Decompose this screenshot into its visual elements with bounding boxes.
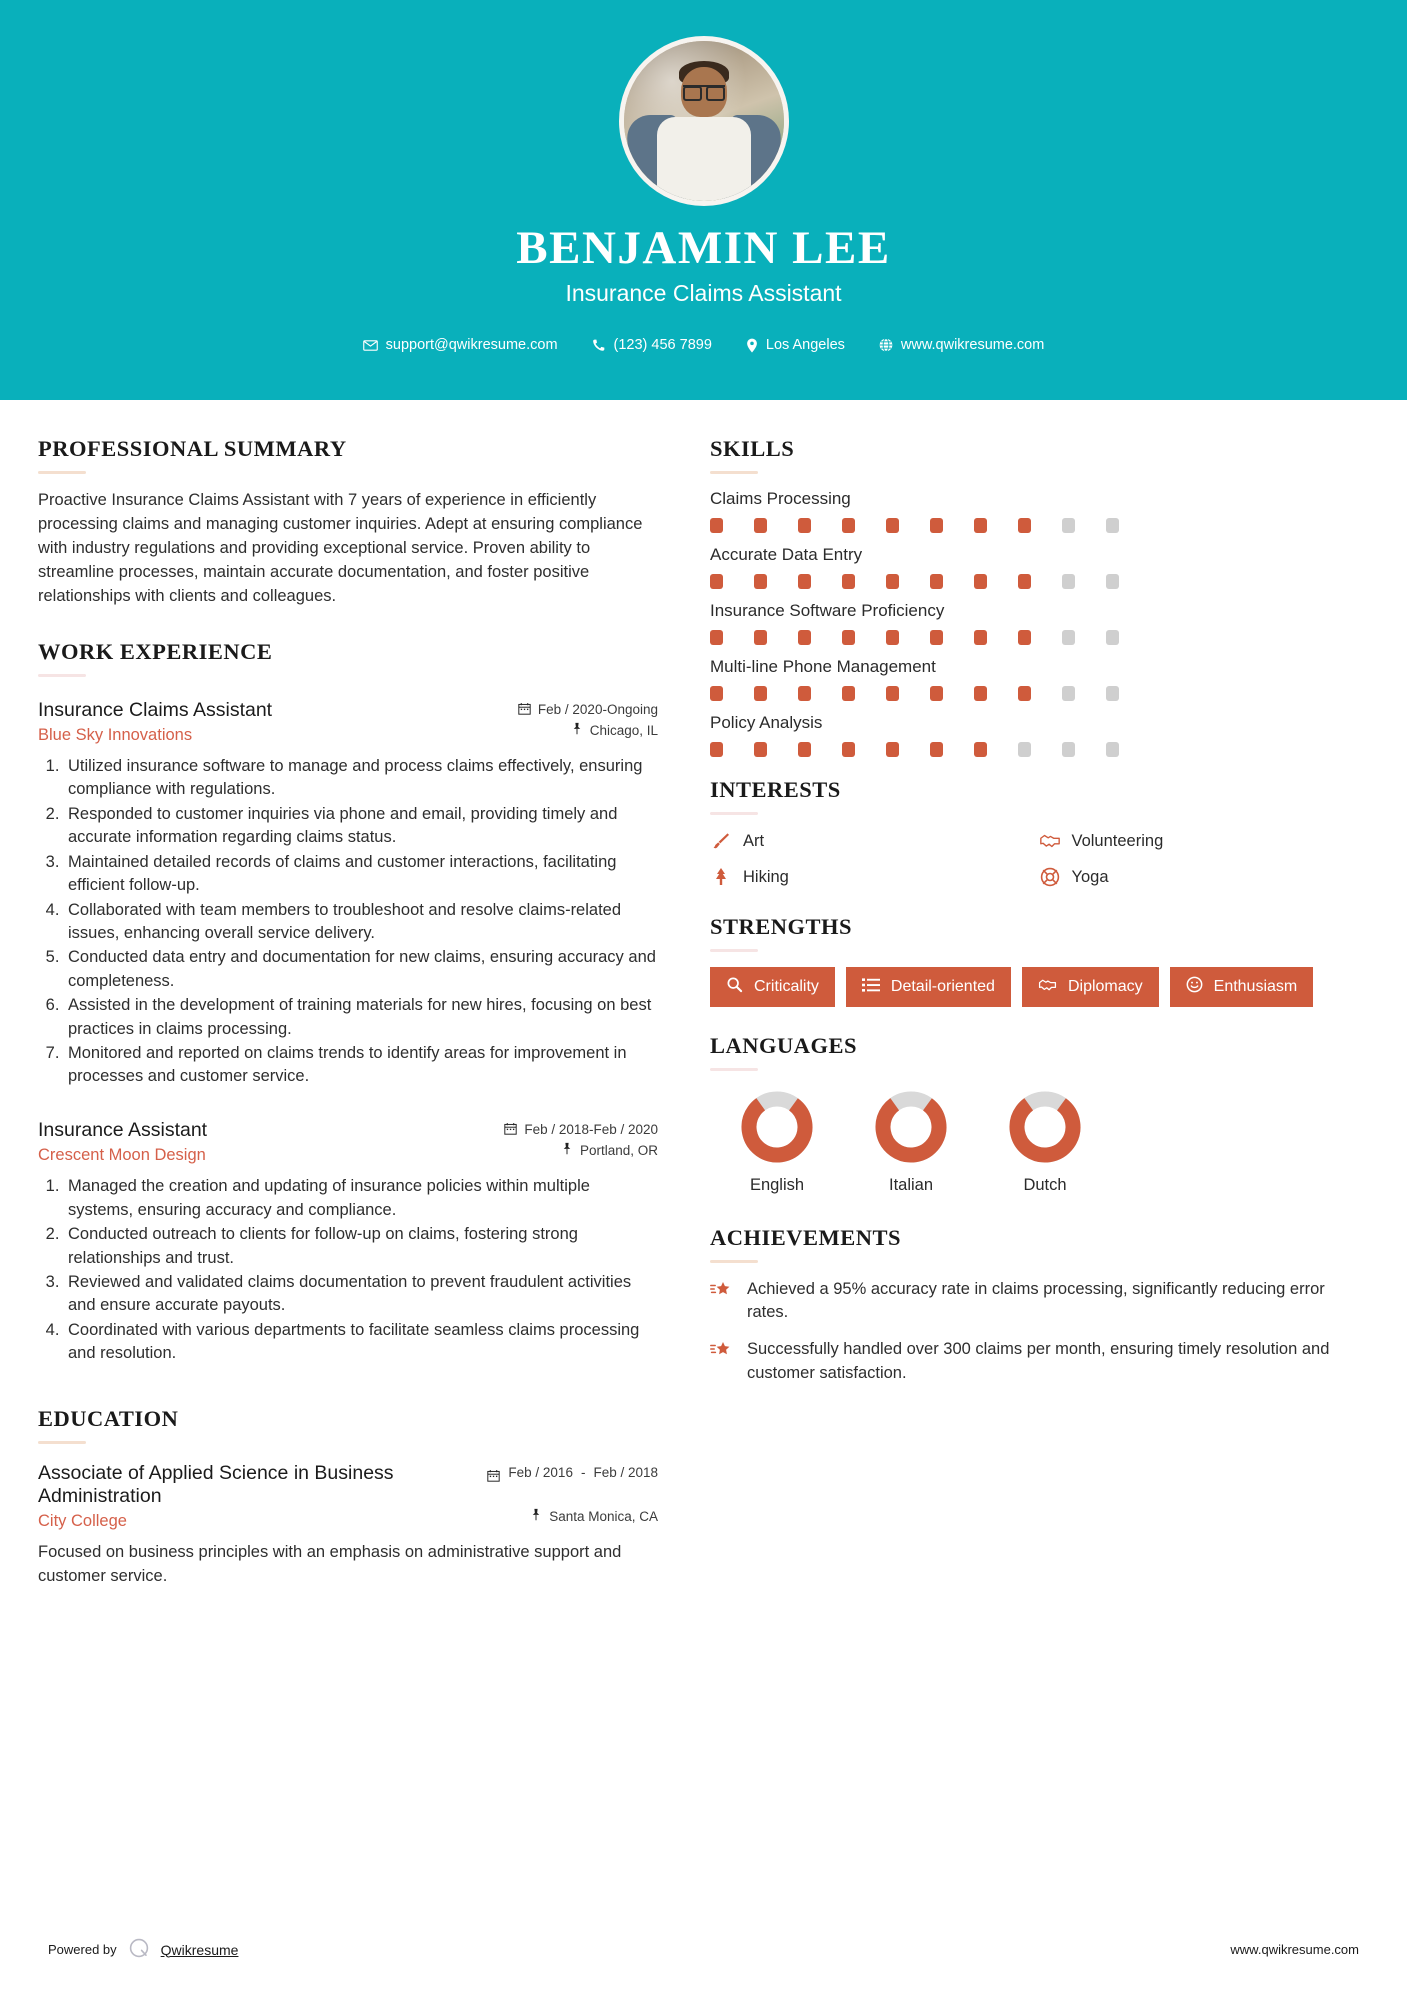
section-title-interests: INTERESTS xyxy=(710,777,841,802)
language-label: Dutch xyxy=(1023,1175,1067,1194)
paintbrush-icon xyxy=(710,830,732,852)
work-dates-value: Feb / 2018-Feb / 2020 xyxy=(524,1122,658,1138)
skill-dot xyxy=(754,574,767,589)
globe-icon xyxy=(879,338,893,352)
section-achievements xyxy=(710,1225,1367,1386)
skill-rating xyxy=(710,574,1367,589)
work-bullet: 7. Monitored and reported on claims trends to identify areas for improvement in processes and customer service. xyxy=(64,1042,658,1089)
skill-dot xyxy=(974,686,987,701)
calendar-icon xyxy=(518,702,531,718)
section-languages xyxy=(710,1033,1367,1195)
location-pin-icon xyxy=(746,338,758,353)
skill-dot xyxy=(1106,630,1119,645)
interest-label: Volunteering xyxy=(1071,831,1164,850)
skill-dot xyxy=(1018,686,1031,701)
skill-dot xyxy=(798,574,811,589)
pushpin-icon xyxy=(561,1142,573,1158)
work-entry xyxy=(38,1119,658,1366)
contact-phone-value: (123) 456 7899 xyxy=(613,337,712,354)
section-title-languages: LANGUAGES xyxy=(710,1032,858,1058)
skill-dot xyxy=(886,574,899,589)
skill-dot xyxy=(886,630,899,645)
skill-dot xyxy=(754,686,767,701)
skill-dot xyxy=(930,686,943,701)
right-column xyxy=(680,436,1367,1588)
skill-dot xyxy=(842,574,855,589)
education-date-end: Feb / 2018 xyxy=(593,1464,658,1480)
skill-dot xyxy=(930,518,943,533)
skill-item xyxy=(710,657,1367,701)
skill-label: Multi-line Phone Management xyxy=(710,657,936,676)
skill-label: Claims Processing xyxy=(710,489,851,508)
skill-dot xyxy=(974,518,987,533)
work-bullet: 1. Managed the creation and updating of insurance policies within multiple systems, ensuring accuracy and compliance. xyxy=(64,1175,658,1222)
skill-dot xyxy=(842,518,855,533)
interests-grid xyxy=(710,830,1367,888)
work-company: Blue Sky Innovations xyxy=(38,726,193,744)
language-label: English xyxy=(749,1175,805,1194)
contact-location-value: Los Angeles xyxy=(765,337,845,354)
skill-dot xyxy=(974,630,987,645)
skill-dot xyxy=(842,686,855,701)
shooting-star-icon xyxy=(710,1338,734,1385)
handshake-icon xyxy=(1038,977,1057,998)
skill-rating xyxy=(710,630,1367,645)
work-bullet: 4. Collaborated with team members to troubleshoot and resolve claims-related issues, enhancing overall service delivery. xyxy=(64,899,658,946)
work-bullet: 1. Utilized insurance software to manage and process claims effectively, ensuring compliance with regulations. xyxy=(64,755,658,802)
skill-label: Accurate Data Entry xyxy=(710,545,863,564)
skill-dot xyxy=(798,742,811,757)
skill-dot xyxy=(1018,630,1031,645)
skill-dot xyxy=(1106,574,1119,589)
language-donut-chart xyxy=(736,1086,818,1168)
section-title-strengths: STRENGTHS xyxy=(710,914,853,939)
contact-email-value: support@qwikresume.com xyxy=(385,337,558,354)
skill-rating xyxy=(710,518,1367,533)
work-role: Insurance Claims Assistant xyxy=(38,698,273,721)
language-item xyxy=(978,1086,1112,1195)
work-entry xyxy=(38,699,658,1089)
footer-brand-link[interactable]: Qwikresume xyxy=(160,1941,239,1958)
language-donut-chart xyxy=(1004,1086,1086,1168)
work-bullets xyxy=(64,1175,658,1365)
skill-dot xyxy=(930,574,943,589)
skill-label: Insurance Software Proficiency xyxy=(710,601,945,620)
interest-item xyxy=(710,830,1039,852)
education-description: Focused on business principles with an emphasis on administrative support and customer service. xyxy=(38,1543,622,1585)
skill-dot xyxy=(754,742,767,757)
contact-location xyxy=(729,337,862,353)
work-location xyxy=(561,1142,658,1158)
footer-powered-by xyxy=(48,1937,238,1962)
skill-dot xyxy=(930,742,943,757)
section-professional-summary xyxy=(38,436,658,609)
skill-label: Policy Analysis xyxy=(710,713,823,732)
skill-dot xyxy=(974,574,987,589)
section-rule xyxy=(710,812,758,815)
qwikresume-logo-icon xyxy=(128,1937,150,1962)
work-location-value: Chicago, IL xyxy=(589,722,658,738)
strength-chip-enthusiasm[interactable] xyxy=(1170,967,1314,1007)
skill-rating xyxy=(710,742,1367,757)
work-dates xyxy=(504,1122,658,1138)
calendar-icon xyxy=(504,1122,517,1138)
skills-list xyxy=(710,489,1367,757)
avatar-photo xyxy=(624,41,784,201)
strength-chip-diplomacy[interactable] xyxy=(1022,967,1159,1007)
section-strengths xyxy=(710,914,1367,1007)
skill-dot xyxy=(710,518,723,533)
skill-item xyxy=(710,489,1367,533)
left-column xyxy=(38,436,658,1588)
skill-item xyxy=(710,545,1367,589)
skill-dot xyxy=(930,630,943,645)
work-bullet: 2. Responded to customer inquiries via phone and email, providing timely and accurate information regarding claims status. xyxy=(64,803,658,850)
skill-dot xyxy=(1018,574,1031,589)
phone-icon xyxy=(592,338,606,352)
section-education xyxy=(38,1406,658,1589)
resume-body xyxy=(0,400,1407,1588)
interest-item xyxy=(1039,830,1368,852)
section-title-education: EDUCATION xyxy=(38,1405,179,1431)
skill-dot xyxy=(710,686,723,701)
interest-label: Art xyxy=(743,831,765,850)
skill-dot xyxy=(886,686,899,701)
resume-header xyxy=(0,0,1407,400)
work-bullet: 3. Maintained detailed records of claims and customer interactions, facilitating efficient follow-up. xyxy=(64,851,658,898)
interest-item xyxy=(710,866,1039,888)
achievement-item xyxy=(710,1278,1367,1325)
interest-label: Hiking xyxy=(743,867,789,886)
skill-dot xyxy=(974,742,987,757)
section-rule xyxy=(38,1441,86,1444)
work-bullet: 2. Conducted outreach to clients for follow-up on claims, fostering strong relationships and trust. xyxy=(64,1223,658,1270)
skill-dot xyxy=(1062,686,1075,701)
skill-item xyxy=(710,713,1367,757)
work-company: Crescent Moon Design xyxy=(38,1146,206,1165)
candidate-name: BENJAMIN LEE xyxy=(516,222,891,274)
section-title-skills: SKILLS xyxy=(710,436,795,461)
section-rule xyxy=(710,471,758,474)
work-location-value: Portland, OR xyxy=(579,1142,658,1158)
strength-chip-detail-oriented[interactable] xyxy=(846,967,1011,1007)
section-title-summary: PROFESSIONAL SUMMARY xyxy=(38,436,347,461)
work-dates-value: Feb / 2020-Ongoing xyxy=(537,702,658,718)
list-icon xyxy=(862,977,880,998)
resume-footer xyxy=(0,1937,1407,1962)
skill-dot xyxy=(1018,518,1031,533)
contact-phone[interactable] xyxy=(575,337,729,353)
section-rule xyxy=(38,674,86,677)
section-rule xyxy=(710,1068,758,1071)
skill-dot xyxy=(842,742,855,757)
skill-dot xyxy=(754,630,767,645)
skill-dot xyxy=(710,574,723,589)
contact-website-value: www.qwikresume.com xyxy=(900,337,1045,354)
education-location-value: Santa Monica, CA xyxy=(549,1508,658,1524)
skill-dot xyxy=(1106,686,1119,701)
education-entry xyxy=(38,1462,658,1589)
education-location xyxy=(530,1508,658,1524)
pushpin-icon xyxy=(571,722,583,738)
achievement-text: Achieved a 95% accuracy rate in claims processing, significantly reducing error rates. xyxy=(747,1279,1325,1322)
skill-dot xyxy=(710,630,723,645)
skill-dot xyxy=(1062,742,1075,757)
skill-dot xyxy=(798,518,811,533)
skill-dot xyxy=(1106,518,1119,533)
skill-dot xyxy=(798,630,811,645)
work-bullets xyxy=(64,755,658,1089)
strength-label: Detail-oriented xyxy=(890,978,995,995)
avatar xyxy=(619,36,789,206)
contact-email[interactable] xyxy=(346,337,575,353)
strength-label: Criticality xyxy=(754,978,819,995)
summary-text: Proactive Insurance Claims Assistant with 7 years of experience in efficiently processing claims and managing customer inquiries. Adept at ensuring compliance with industry regulations and providing exceptional service. Proven ability to streamline processes, maintain accurate documentation, and foster positive relationships with clients and colleagues. xyxy=(38,491,643,605)
smiley-icon xyxy=(1186,976,1203,998)
skill-item xyxy=(710,601,1367,645)
interest-item xyxy=(1039,866,1368,888)
skill-dot xyxy=(1062,518,1075,533)
footer-website[interactable]: www.qwikresume.com xyxy=(1230,1942,1359,1957)
work-location xyxy=(571,722,658,738)
section-skills xyxy=(710,436,1367,757)
language-item xyxy=(844,1086,978,1195)
skill-dot xyxy=(798,686,811,701)
work-dates xyxy=(518,702,658,718)
life-ring-icon xyxy=(1039,866,1061,888)
section-rule xyxy=(710,949,758,952)
strengths-list xyxy=(710,967,1367,1007)
contact-website[interactable] xyxy=(862,337,1061,353)
section-title-achievements: ACHIEVEMENTS xyxy=(710,1224,902,1250)
language-item xyxy=(710,1086,844,1195)
footer-powered-label: Powered by xyxy=(48,1942,117,1957)
date-range-dash: - xyxy=(580,1464,586,1480)
candidate-job-title: Insurance Claims Assistant xyxy=(565,280,842,307)
skill-dot xyxy=(886,518,899,533)
section-rule xyxy=(710,1260,758,1263)
education-degree: Associate of Applied Science in Business Administration xyxy=(38,1461,394,1508)
work-bullet: 5. Conducted data entry and documentation for new claims, ensuring accuracy and completeness. xyxy=(64,946,658,993)
envelope-icon xyxy=(363,338,378,353)
education-date-start: Feb / 2016 xyxy=(508,1464,573,1480)
achievement-item xyxy=(710,1338,1367,1385)
handshake-icon xyxy=(1039,830,1061,852)
work-bullet: 3. Reviewed and validated claims documentation to prevent fraudulent activities and ensure accurate payouts. xyxy=(64,1271,658,1318)
section-work-experience xyxy=(38,639,658,1366)
interest-label: Yoga xyxy=(1071,867,1109,886)
education-dates xyxy=(487,1465,658,1485)
language-donut-chart xyxy=(870,1086,952,1168)
skill-dot xyxy=(842,630,855,645)
work-bullet: 4. Coordinated with various departments to facilitate seamless claims processing and resolution. xyxy=(64,1319,658,1366)
skill-dot xyxy=(1018,742,1031,757)
skill-dot xyxy=(1106,742,1119,757)
calendar-icon xyxy=(487,1465,500,1485)
strength-chip-criticality[interactable] xyxy=(710,967,835,1007)
strength-label: Enthusiasm xyxy=(1213,978,1298,995)
skill-dot xyxy=(1062,630,1075,645)
pushpin-icon xyxy=(530,1508,542,1524)
work-role: Insurance Assistant xyxy=(38,1118,208,1141)
tree-icon xyxy=(710,866,732,888)
search-icon xyxy=(726,976,743,998)
section-rule xyxy=(38,471,86,474)
section-title-work: WORK EXPERIENCE xyxy=(38,638,273,664)
education-school: City College xyxy=(38,1512,127,1531)
language-label: Italian xyxy=(888,1175,934,1194)
languages-list xyxy=(710,1086,1367,1195)
skill-rating xyxy=(710,686,1367,701)
shooting-star-icon xyxy=(710,1278,734,1325)
contact-row xyxy=(0,337,1407,353)
achievement-text: Successfully handled over 300 claims per month, ensuring timely resolution and customer satisfaction. xyxy=(747,1340,1330,1382)
skill-dot xyxy=(1062,574,1075,589)
section-interests xyxy=(710,777,1367,888)
skill-dot xyxy=(710,742,723,757)
skill-dot xyxy=(754,518,767,533)
strength-label: Diplomacy xyxy=(1067,978,1143,995)
work-bullet: 6. Assisted in the development of training materials for new hires, focusing on best practices in claims processing. xyxy=(64,994,658,1041)
skill-dot xyxy=(886,742,899,757)
